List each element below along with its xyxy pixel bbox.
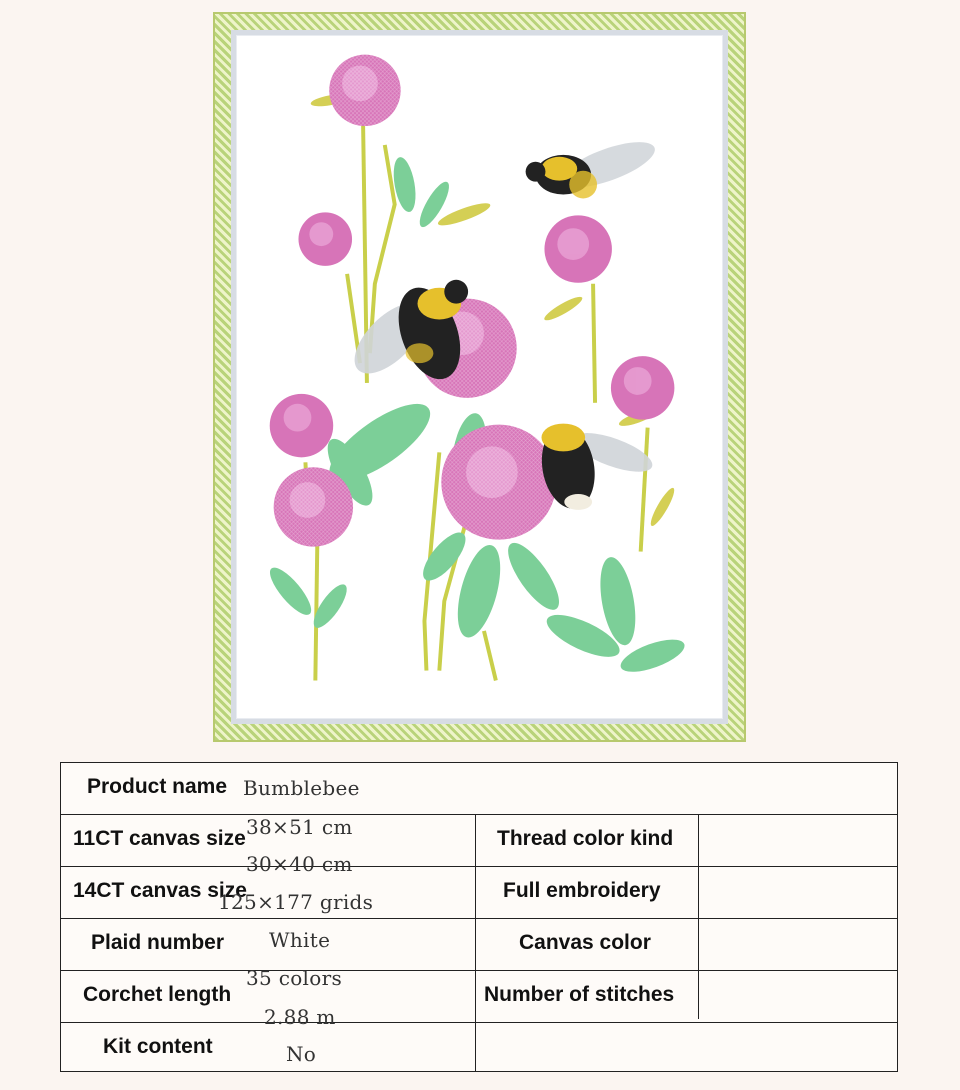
number-of-stitches-label: Number of stitches (484, 983, 675, 1006)
canvas-14ct-value: 30×40 cm (246, 852, 353, 876)
bee-large (343, 279, 472, 387)
corchet-length-value: 2.88 m (264, 1005, 336, 1029)
kit-content-label: Kit content (103, 1035, 213, 1058)
bee-right (536, 422, 657, 513)
full-embroidery-label: Full embroidery (503, 879, 661, 902)
thread-count-value: 35 colors (246, 966, 343, 990)
column-divider (475, 815, 476, 1071)
bumblebee-clover-artwork (236, 35, 723, 719)
clover-flowers (270, 55, 675, 547)
product-name-label: Product name (87, 775, 228, 798)
product-name-value: Bumblebee (243, 776, 360, 800)
product-spec-table (60, 762, 898, 1072)
grids-value: 125×177 grids (218, 890, 374, 914)
canvas-11ct-label: 11CT canvas size (73, 827, 246, 850)
kit-content-value: No (286, 1042, 317, 1066)
embroidery-frame (213, 12, 746, 742)
canvas-14ct-label: 14CT canvas size (73, 879, 247, 902)
canvas-color-value: White (269, 928, 331, 952)
corchet-length-label: Corchet length (83, 983, 232, 1006)
artwork-mat (231, 30, 728, 724)
canvas-11ct-value: 38×51 cm (246, 815, 353, 839)
plaid-number-label: Plaid number (91, 931, 225, 954)
column-divider (698, 815, 699, 1019)
thread-color-kind-label: Thread color kind (497, 827, 674, 850)
bee-flying (526, 133, 660, 199)
canvas-color-label: Canvas color (519, 931, 651, 954)
